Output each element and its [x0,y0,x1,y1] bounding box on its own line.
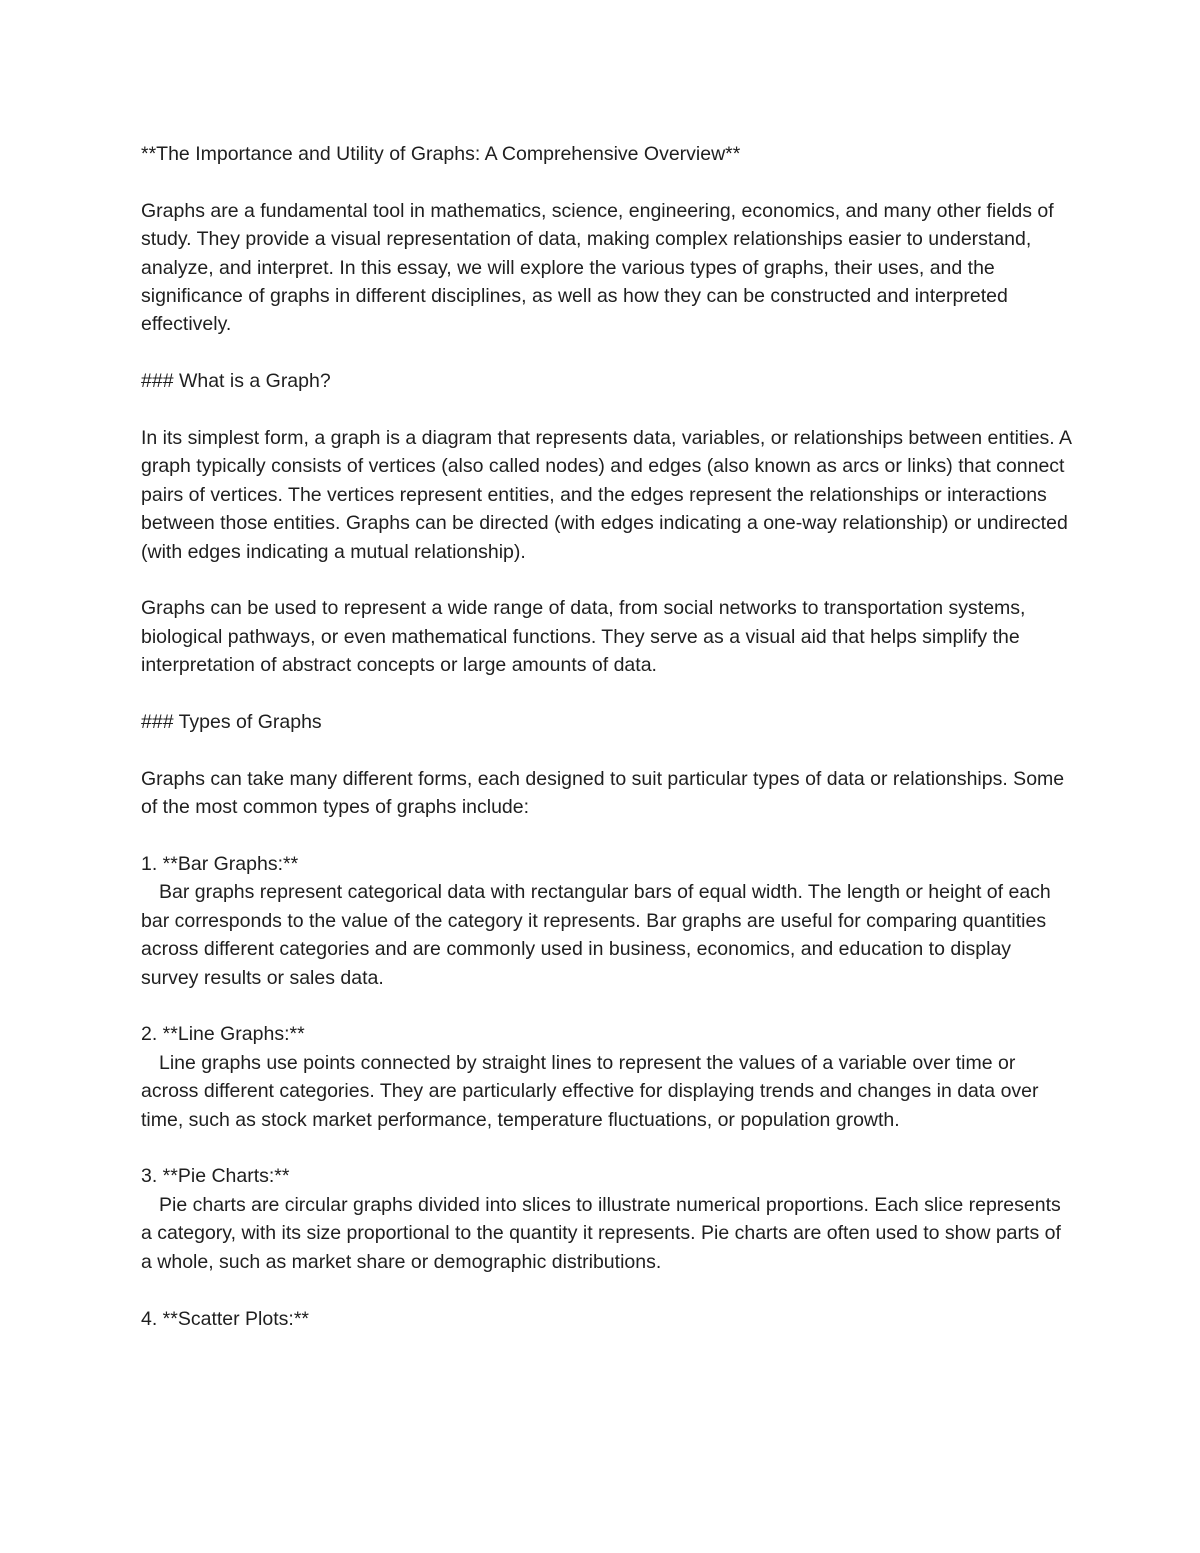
list-item-description-text: Pie charts are circular graphs divided into slices to illustrate numerical proportions. Each slice represents a category, with its size proportional to the quantity it represents. Pie charts are often used to show parts of a whole, such as market share or demographic distributions. [141,1193,1061,1273]
list-item-line-graphs [141,1020,1071,1134]
list-item-title: 1. **Bar Graphs:** [141,853,299,876]
section-heading-types-of-graphs: ### Types of Graphs [141,711,322,734]
list-item-description [141,1049,1071,1134]
intro-paragraph: Graphs are a fundamental tool in mathematics, science, engineering, economics, and many other fields of study. They provide a visual representation of data, making complex relationships easier to understand, analyze, and interpret. In this essay, we will explore the various types of graphs, their uses, and the significance of graphs in different disciplines, as well as how they can be constructed and interpreted effectively. [141,199,1060,336]
paragraph-graph-definition: In its simplest form, a graph is a diagram that represents data, variables, or relationships between entities. A graph typically consists of vertices (also called nodes) and edges (also known as arcs or links) that connect pairs of vertices. The vertices represent entities, and the edges represent the relationships or interactions between those entities. Graphs can be directed (with edges indicating a one-way relationship) or undirected (with edges indicating a mutual relationship). [141,427,1077,563]
list-item-bar-graphs [141,850,1071,992]
document-content [141,140,1077,1333]
list-item-description-text: Bar graphs represent categorical data with rectangular bars of equal width. The length or height of each bar corresponds to the value of the category it represents. Bar graphs are useful for comparing quantities across different categories and are commonly used in business, economics, and education to display survey results or sales data. [141,881,1051,989]
list-item-scatter-plots [141,1305,1071,1333]
list-item-title: 3. **Pie Charts:** [141,1165,290,1188]
document-title: **The Importance and Utility of Graphs: A Comprehensive Overview** [141,143,741,165]
list-item-pie-charts [141,1162,1071,1276]
paragraph-graph-uses: Graphs can be used to represent a wide range of data, from social networks to transportation systems, biological pathways, or even mathematical functions. They serve as a visual aid that helps simplify the interpretation of abstract concepts or large amounts of data. [141,597,1031,677]
list-item-description-text: Line graphs use points connected by straight lines to represent the values of a variable over time or across different categories. They are particularly effective for displaying trends and changes in data over time, such as stock market performance, temperature fluctuations, or population growth. [141,1051,1039,1131]
list-item-description [141,878,1071,992]
list-item-title: 2. **Line Graphs:** [141,1023,305,1046]
section-heading-what-is-graph: ### What is a Graph? [141,370,331,393]
list-item-description [141,1191,1071,1276]
list-item-title: 4. **Scatter Plots:** [141,1307,309,1330]
paragraph-types-intro: Graphs can take many different forms, each designed to suit particular types of data or relationships. Some of the most common types of graphs include: [141,767,1070,819]
